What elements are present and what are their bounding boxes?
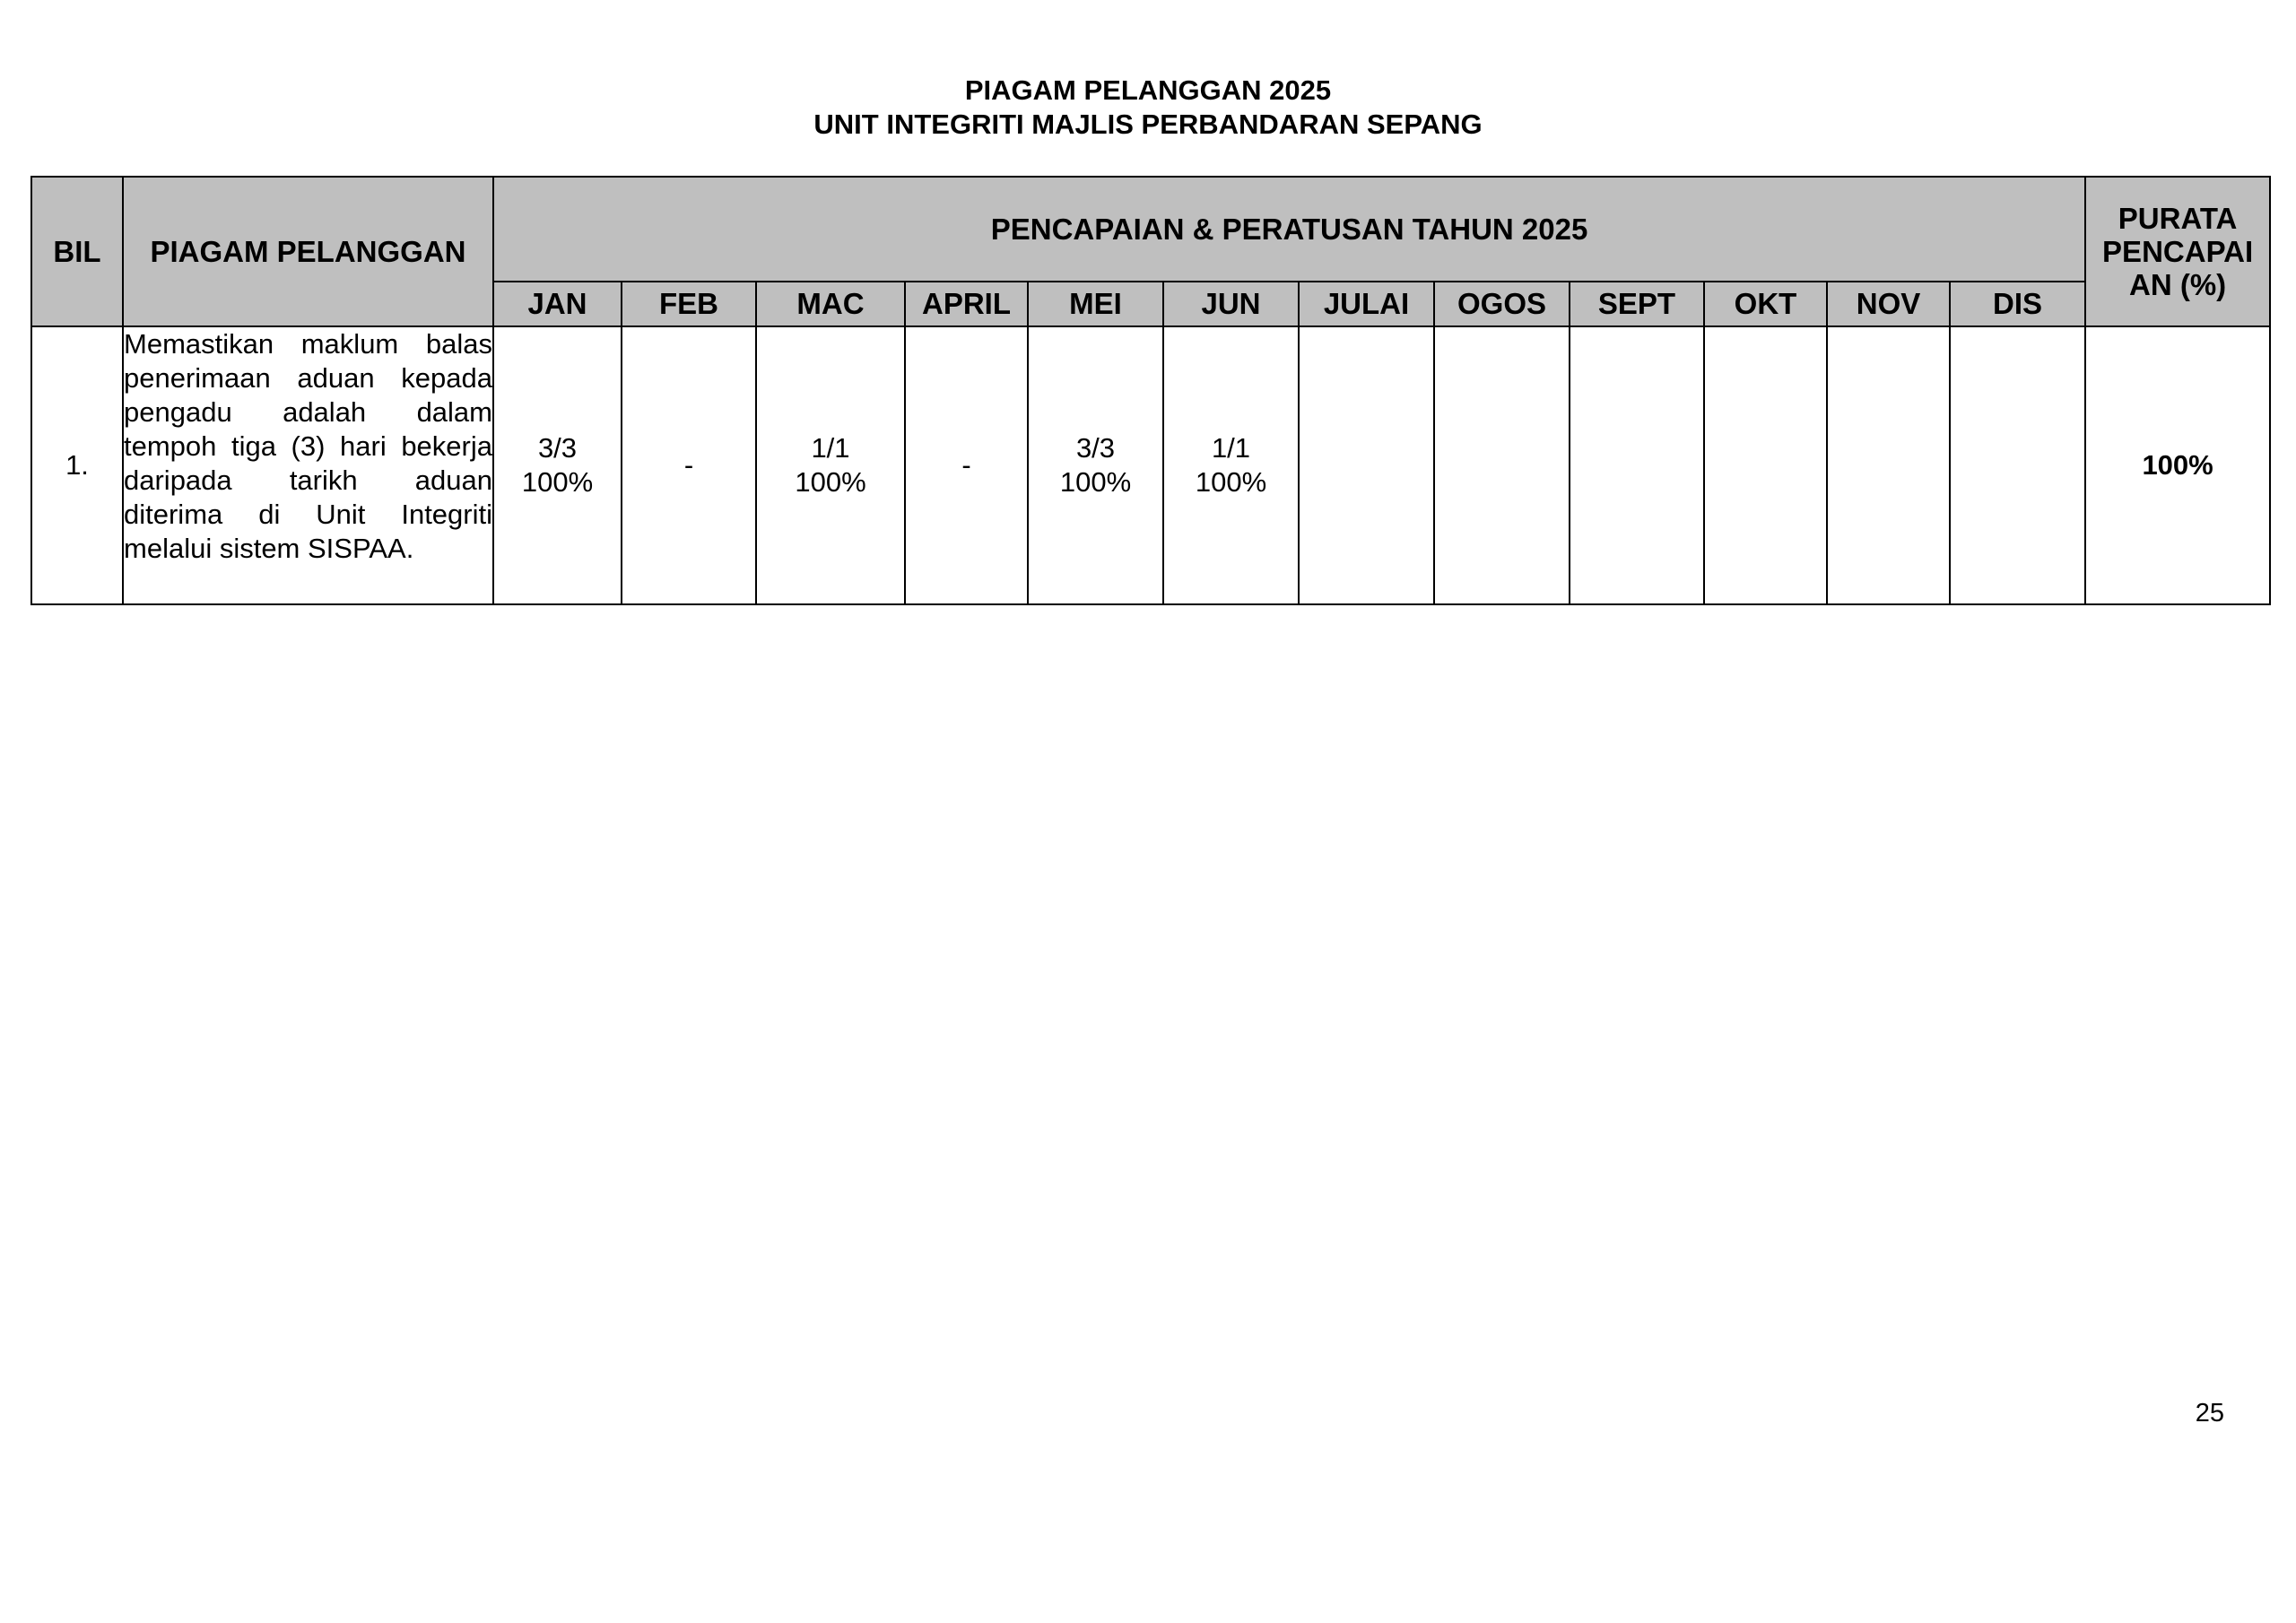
month-count: - bbox=[683, 449, 694, 481]
month-cell-dis bbox=[1950, 326, 2085, 604]
header-month: DIS bbox=[1950, 282, 2085, 326]
month-cell-okt bbox=[1704, 326, 1827, 604]
month-cell-jun bbox=[1163, 326, 1299, 604]
month-cell-nov bbox=[1827, 326, 1950, 604]
title-line-1: PIAGAM PELANGGAN 2025 bbox=[964, 74, 1332, 106]
month-percent: 100% bbox=[795, 466, 866, 498]
month-cell-mac bbox=[756, 326, 905, 604]
page-number: 25 bbox=[2195, 1399, 2224, 1428]
month-percent: 100% bbox=[1195, 466, 1267, 498]
month-count: - bbox=[961, 449, 971, 481]
month-cell-jan bbox=[493, 326, 622, 604]
header-bil: BIL bbox=[31, 177, 123, 326]
month-cell-april bbox=[905, 326, 1028, 604]
header-month: NOV bbox=[1827, 282, 1950, 326]
month-count: 3/3 bbox=[1075, 432, 1116, 464]
month-count: 1/1 bbox=[1211, 432, 1251, 464]
month-cell-sept bbox=[1570, 326, 1704, 604]
header-month: OKT bbox=[1704, 282, 1827, 326]
month-cell-julai bbox=[1299, 326, 1434, 604]
header-month: SEPT bbox=[1570, 282, 1704, 326]
month-percent: 100% bbox=[1059, 466, 1132, 498]
header-month: OGOS bbox=[1434, 282, 1570, 326]
header-month: MAC bbox=[756, 282, 905, 326]
title-line-2: UNIT INTEGRITI MAJLIS PERBANDARAN SEPANG bbox=[813, 108, 1483, 140]
header-month: APRIL bbox=[905, 282, 1028, 326]
average-achievement: 100% bbox=[2085, 326, 2270, 604]
header-month: JULAI bbox=[1299, 282, 1434, 326]
month-cell-ogos bbox=[1434, 326, 1570, 604]
document-title bbox=[0, 74, 2296, 142]
charter-description: Memastikan maklum balas penerimaan aduan kepada pengadu adalah dalam tempoh tiga (3) hari bekerja daripada tarikh aduan diterima di Unit Integriti melalui sistem SISPAA. bbox=[123, 326, 493, 604]
header-month: JUN bbox=[1163, 282, 1299, 326]
customer-charter-table bbox=[30, 176, 2271, 605]
month-cell-mei bbox=[1028, 326, 1163, 604]
header-month: MEI bbox=[1028, 282, 1163, 326]
month-count: 3/3 bbox=[537, 432, 578, 464]
header-month: JAN bbox=[493, 282, 622, 326]
month-percent: 100% bbox=[521, 466, 594, 498]
header-pencapaian: PENCAPAIAN & PERATUSAN TAHUN 2025 bbox=[493, 177, 2085, 282]
month-count: 1/1 bbox=[811, 432, 850, 464]
header-purata: PURATA PENCAPAI AN (%) bbox=[2085, 177, 2270, 326]
header-piagam: PIAGAM PELANGGAN bbox=[123, 177, 493, 326]
month-cell-feb bbox=[622, 326, 756, 604]
header-month: FEB bbox=[622, 282, 756, 326]
row-number: 1. bbox=[31, 326, 123, 604]
table-row bbox=[31, 326, 2270, 604]
